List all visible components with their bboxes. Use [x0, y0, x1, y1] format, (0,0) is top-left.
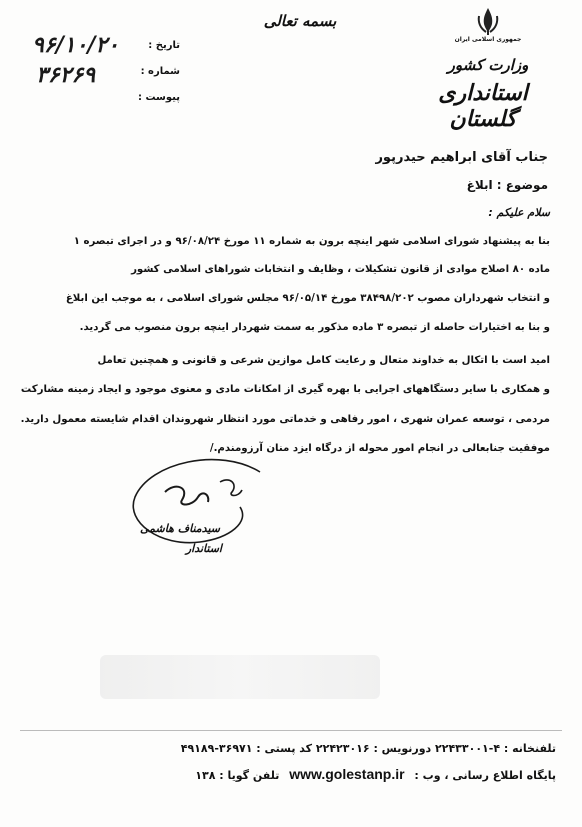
emblem-caption: جمهوری اسلامی ایران [454, 36, 522, 43]
bismillah-heading: بسمه تعالی [263, 12, 337, 30]
signer-name: سیدمناف هاشمی [139, 522, 220, 535]
attachment-label: پیوست : [137, 92, 180, 103]
body-line: بنا به پیشنهاد شورای اسلامی شهر اینچه برون به شماره ۱۱ مورخ ۹۶/۰۸/۲۴ و در اجرای تبصره ۱ [73, 236, 550, 247]
phone-label: تلفن گویا : ۱۳۸ [195, 769, 280, 782]
footer-portal [28, 766, 556, 782]
body-line: و همکاری با سایر دستگاههای اجرایی با بهره گیری از امکانات مادی و معنوی موجود و ایجاد زمینه مشارکت [20, 384, 550, 395]
number-label: شماره : [140, 66, 180, 77]
recipient-line: جناب آقای ابراهیم حیدرپور [375, 150, 548, 165]
footer-contact: تلفنخانه : ۴-۲۲۴۳۳۰۰۱ دورنویس : ۲۲۴۲۳۰۱۶ کد پستی : ۳۶۹۷۱-۴۹۱۸۹ [180, 742, 556, 755]
body-line: مردمی ، توسعه عمران شهری ، امور رفاهی و خدماتی مورد انتظار شهروندان اقدام شایسته معمول دارید. [20, 414, 550, 425]
salutation: سلام علیکم : [488, 206, 550, 219]
portal-label: پایگاه اطلاع رسانی ، وب : [414, 769, 556, 782]
date-value: ۹۶/۱۰/۲۰ [32, 32, 119, 58]
body-line: و بنا به اختیارات حاصله از تبصره ۳ ماده مذکور به سمت شهردار اینچه برون منصوب می گردید. [79, 322, 550, 333]
body-line: موفقیت جنابعالی در انجام امور محوله از درگاه ایزد منان آرزومندم./ [209, 443, 550, 454]
redacted-stamp [100, 655, 380, 699]
footer-divider [20, 730, 562, 731]
signer-title: استاندار [185, 542, 222, 555]
ministry-name: وزارت کشور [447, 56, 529, 74]
date-label: تاریخ : [148, 40, 180, 51]
body-line: ماده ۸۰ اصلاح موادی از قانون تشکیلات ، وظایف و انتخابات شوراهای اسلامی کشور [131, 264, 550, 275]
subject-line: موضوع : ابلاغ [466, 178, 548, 192]
number-value: ۳۶۲۶۹ [36, 62, 96, 88]
governorate-name: استانداری گلستان [438, 80, 528, 132]
body-line: امید است با اتکال به خداوند متعال و رعایت کامل موازین شرعی و قانونی و همچنین تعامل [97, 355, 550, 366]
website-link[interactable]: www.golestanp.ir [289, 766, 405, 782]
iran-emblem-icon [474, 6, 502, 36]
body-line: و انتخاب شهرداران مصوب ۳۸۴۹۸/۲۰۲ مورخ ۹۶/۰۵/۱۴ مجلس شورای اسلامی ، به موجب این ابلاغ [65, 293, 550, 304]
